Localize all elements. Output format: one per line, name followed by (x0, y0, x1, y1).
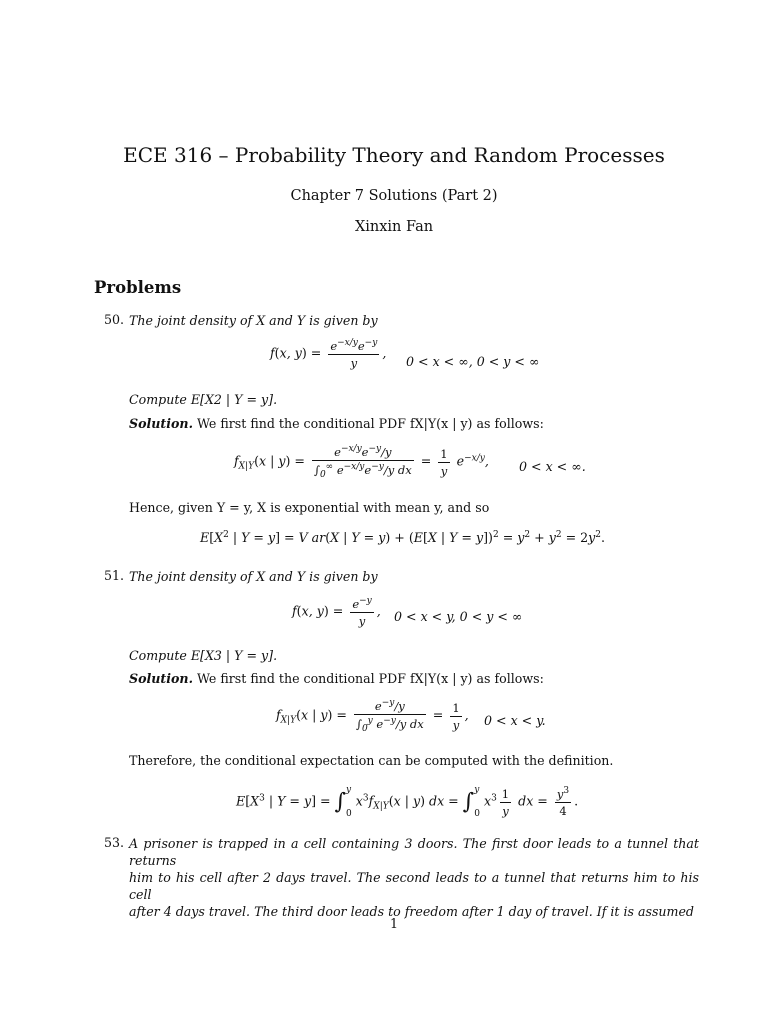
problem-50-density-equation: f(x, y) = $\frac{e^{-x/y}e^{-y}}{y}$ , (270, 338, 387, 370)
problem-51-expectation: $E[X^3$ | Y = y] = ∫ y 0 $x^3f_{X|Y}(x$ | y) dx = ∫ y 0 $x^3$ $\frac{1}{y}$ dx = $\frac{y^3}{4}$ . (236, 785, 579, 819)
problem-50-task: Compute E[X2 | Y = y]. (129, 392, 278, 407)
problem-53-statement (129, 835, 699, 920)
document-author: Xinxin Fan (354, 219, 434, 235)
page-number: 1 (389, 916, 398, 931)
problem-51-conditional-pdf: $f_{X|Y}(x$ | y) = $\frac{e^{-y}/y}{\int_0^y e^{-y}/y dx}$ = $\frac{1}{y}$ , (276, 698, 469, 734)
problem-51-statement: The joint density of X and Y is given by (129, 569, 378, 584)
problem-51-task: Compute E[X3 | Y = y]. (129, 648, 278, 663)
problem-51-pdf-condition: 0 < x < y. (484, 713, 546, 728)
problem-51-solution (129, 670, 544, 687)
solution-label: Solution. (129, 671, 193, 686)
problem-53-line: after 4 days travel. The third door leads to freedom after 1 day of travel. If it is assumed (129, 904, 694, 919)
solution-intro: We first find the conditional PDF fX|Y(x | y) as follows: (197, 671, 544, 686)
problem-50-conditional-pdf: $f_{X|Y}(x$ | y) = $\frac{e^{-x/y}e^{-y}/y}{\int_0^\infty e^{-x/y}e^{-y}/y dx}$ = $\frac{1}{y}$ $e^{-x/y}$, (234, 444, 489, 480)
problem-53-line: A prisoner is trapped in a cell containing 3 doors. The first door leads to a tunnel that returns (129, 836, 699, 868)
problem-53-number: 53. (104, 835, 125, 850)
problem-51-number: 51. (104, 568, 125, 583)
problem-51-followup: Therefore, the conditional expectation can be computed with the definition. (129, 753, 614, 768)
problem-53-line: him to his cell after 2 days travel. The second leads to a tunnel that returns him to his cell (129, 870, 699, 902)
section-heading: Problems (94, 278, 182, 297)
solution-intro: We first find the conditional PDF fX|Y(x | y) as follows: (197, 416, 544, 431)
problem-51-density-condition: 0 < x < y, 0 < y < ∞ (394, 609, 523, 624)
problem-51-density-equation: f(x, y) = $\frac{e^{-y}}{y}$ , (292, 596, 381, 628)
problem-50-pdf-condition: 0 < x < ∞. (519, 459, 586, 474)
problem-50-result: $E[X^2$ | Y = y] = V ar(X | Y = y) + (E[X | $Y = y])^2 = y^2 + y^2 = 2y^2$. (200, 530, 606, 545)
problem-50-statement: The joint density of X and Y is given by (129, 313, 378, 328)
solution-label: Solution. (129, 416, 193, 431)
problem-50-solution (129, 415, 544, 432)
problem-50-density-condition: 0 < x < ∞, 0 < y < ∞ (406, 354, 540, 369)
document-title: ECE 316 – Probability Theory and Random Processes (123, 143, 665, 167)
problem-50-followup: Hence, given Y = y, X is exponential with mean y, and so (129, 500, 490, 515)
document-subtitle: Chapter 7 Solutions (Part 2) (290, 188, 498, 204)
problem-50-number: 50. (104, 312, 125, 327)
